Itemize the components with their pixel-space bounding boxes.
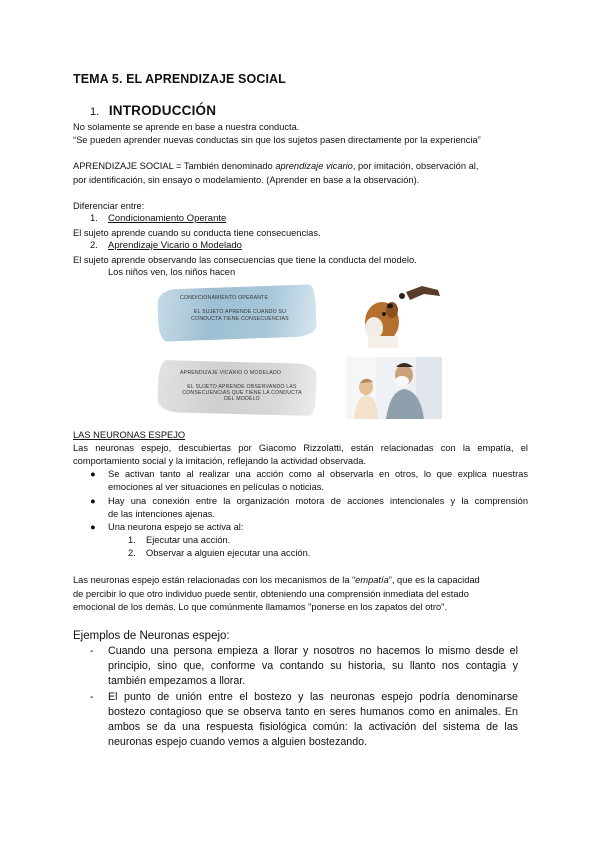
dog-photo: [362, 278, 442, 348]
dash-marker: -: [90, 691, 94, 703]
treat: [399, 293, 405, 299]
list-item: [90, 240, 242, 251]
sub-list-item: [128, 535, 230, 545]
mirror-paragraph-1a: Las neuronas espejo, descubiertas por Giacomo Rizzolatti, están relacionadas con la empatía, el: [73, 443, 528, 453]
list-label: Condicionamiento Operante: [108, 213, 227, 224]
bullet-dot: ●: [90, 496, 96, 506]
intro-line-2: “Se pueden aprender nuevas conductas sin que los sujetos pasen directamente por la experiencia”: [73, 135, 481, 145]
vicarious-text-3: DEL MODELO: [224, 396, 260, 402]
vicarious-text-1: EL SUJETO APRENDE OBSERVANDO LAS: [187, 384, 297, 390]
examples-heading: Ejemplos de Neuronas espejo:: [73, 630, 230, 642]
example-line-2: principio, sino que, conforme va contando su historia, su llanto nos contagia y: [108, 660, 518, 672]
list-description: El sujeto aprende observando las consecuencias que tiene la conducta del modelo.: [73, 255, 417, 265]
list-number: 2.: [90, 240, 98, 251]
definition-line-2: por identificación, sin ensayo o modelamiento. (Aprender en base a la observación).: [73, 175, 420, 185]
father-son-photo: [346, 357, 442, 419]
differentiate-label: Diferenciar entre:: [73, 201, 145, 211]
bullet-text-a: Hay una conexión entre la organización motora de acciones intencionales y la comprensión: [108, 496, 528, 506]
bullet-text-a: Una neurona espejo se activa al:: [108, 522, 244, 532]
example-line-3: también empezamos a llorar.: [108, 675, 246, 687]
p2a-pre: Las neuronas espejo están relacionadas con los mecanismos de la “: [73, 575, 356, 585]
p2a-post: ”, que es la capacidad: [388, 575, 480, 585]
kids-caption: Los niños ven, los niños hacen: [108, 267, 236, 277]
list-description: El sujeto aprende cuando su conducta tiene consecuencias.: [73, 228, 321, 238]
mirror-paragraph-1b: comportamiento social y la imitación, reflejando la actividad observada.: [73, 456, 367, 466]
mirror-paragraph-2b: de percibir lo que otro individuo puede sentir, obteniendo una comprensión inmediata del estado: [73, 589, 469, 599]
p2a-emphasis: empatía: [355, 575, 389, 585]
sub-number: 2.: [128, 548, 136, 558]
example-line-4: neuronas espejo cuando vemos a alguien bostezando.: [108, 736, 368, 748]
mirror-paragraph-2a: [73, 574, 533, 587]
operant-text-1: EL SUJETO APRENDE CUANDO SU: [193, 309, 287, 315]
sub-list-item: [128, 548, 310, 558]
definition-emphasis: aprendizaje vicario: [275, 161, 353, 171]
operant-text-2: CONDUCTA TIENE CONSECUENCIAS: [191, 316, 289, 322]
sub-number: 1.: [128, 535, 136, 545]
mirror-paragraph-2c: emocional de los demás. Lo que comúnmente llamamos "ponerse en los zapatos del otro".: [73, 602, 448, 612]
sub-text: Ejecutar una acción.: [146, 535, 231, 545]
bullet-text-b: emociones al ver situaciones en películas o noticias.: [108, 482, 325, 492]
page-title: TEMA 5. EL APRENDIZAJE SOCIAL: [73, 72, 286, 86]
bullet-dot: ●: [90, 522, 96, 532]
list-label: Aprendizaje Vicario o Modelado: [108, 240, 242, 251]
example-line-3: ambos se da una respuesta fisiológica común: la activación del sistema de las: [108, 721, 518, 733]
definition-line-1: [73, 160, 533, 173]
definition-prefix: APRENDIZAJE SOCIAL = También denominado: [73, 161, 276, 171]
vicarious-title: APRENDIZAJE VICARIO O MODELADO: [180, 370, 282, 376]
dash-marker: -: [90, 645, 94, 657]
example-line-2: bostezo contagioso que se observa tanto en seres humanos como en animales. En: [108, 706, 518, 718]
section-number: 1.: [90, 106, 100, 118]
example-line-1: Cuando una persona empieza a llorar y nosotros no hacemos lo mismo desde el: [108, 645, 518, 657]
shaving-foam: [395, 376, 409, 386]
mirror-heading: LAS NEURONAS ESPEJO: [73, 430, 186, 440]
bullet-text-a: Se activan tanto al realizar una acción como al observarla en otros, lo que explica nuestras: [108, 469, 528, 479]
bullet-text-b: de las intenciones ajenas.: [108, 509, 215, 519]
bullet-dot: ●: [90, 469, 96, 479]
section-heading: [90, 103, 216, 118]
sub-text: Observar a alguien ejecutar una acción.: [146, 548, 311, 558]
list-number: 1.: [90, 213, 98, 224]
list-item: [90, 213, 226, 224]
intro-line-1: No solamente se aprende en base a nuestra conducta.: [73, 122, 300, 132]
section-title: INTRODUCCIÓN: [108, 103, 217, 118]
operant-title: CONDICIONAMIENTO OPERANTE: [180, 295, 269, 301]
example-line-1: El punto de unión entre el bostezo y las neuronas espejo podría denominarse: [108, 691, 518, 703]
definition-suffix: , por imitación, observación al,: [352, 161, 479, 171]
vicarious-text-2: CONSECUENCIAS QUE TIENE LA CONDUCTA: [182, 390, 302, 396]
